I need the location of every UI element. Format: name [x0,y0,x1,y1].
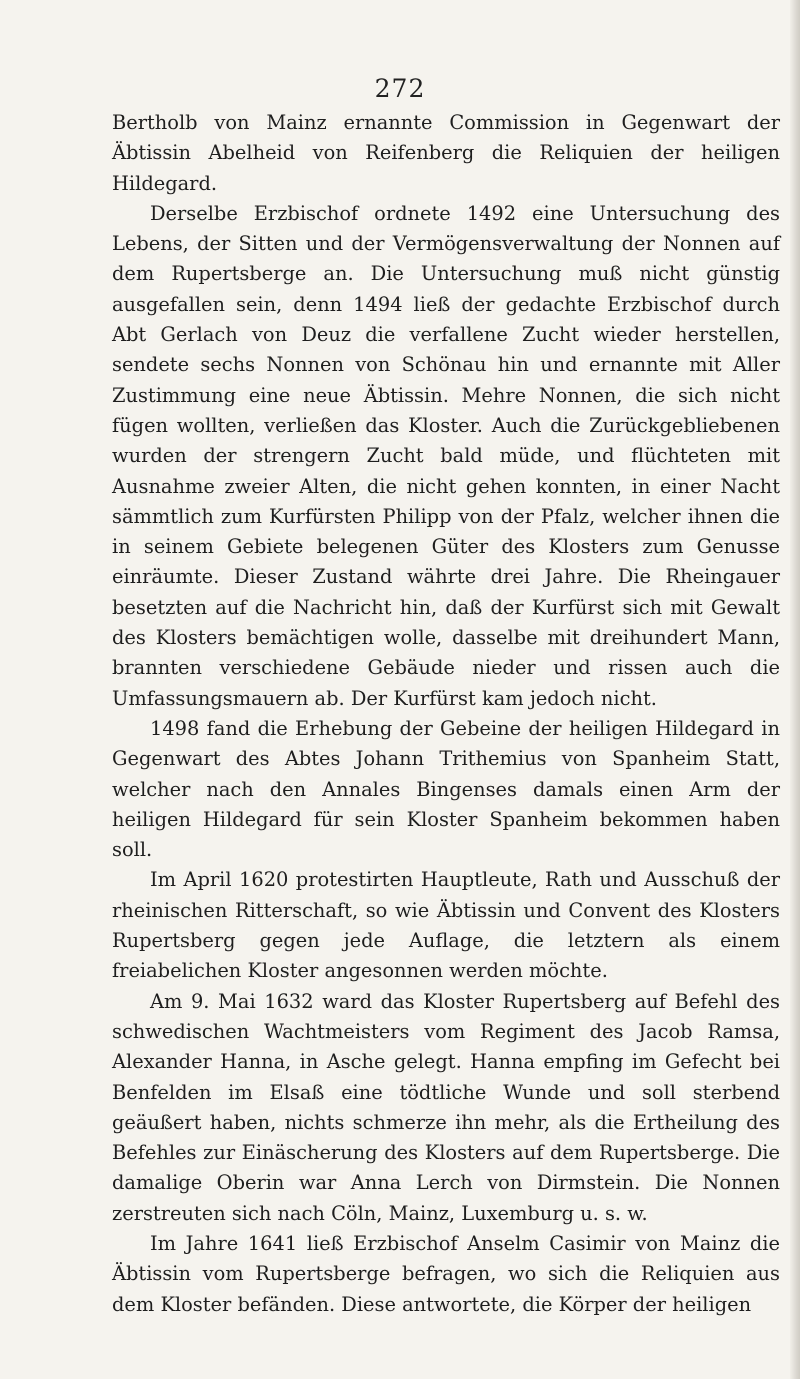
paragraph-3: 1498 fand die Erhebung der Gebeine der heiligen Hildegard in Gegenwart des Abtes Johann Trithemius von Spanheim Statt, welcher nach den Annales Bingenses damals einen Arm der heiligen Hildegard für sein Kloster Spanheim bekommen haben soll. [112,716,780,862]
paragraph-5: Am 9. Mai 1632 ward das Kloster Rupertsberg auf Befehl des schwedischen Wachtmeisters vom Regiment des Jacob Ramsa, Alexander Hanna, in Asche gelegt. Hanna empfing im Gefecht bei Benfelden im Elsaß eine tödtliche Wunde und soll sterbend geäußert haben, nichts schmerze ihn mehr, als die Ertheilung des Befehles zur Einäscherung des Klosters auf dem Rupertsberge. Die damalige Oberin war Anna Lerch von Dirmstein. Die Nonnen zerstreuten sich nach Cöln, Mainz, Luxemburg u. s. w. [112,989,780,1225]
paragraph-4: Im April 1620 protestirten Hauptleute, Rath und Ausschuß der rheinischen Ritterschaft, so wie Äbtissin und Convent des Klosters Rupertsberg gegen jede Auflage, die letztern als einem freiabelichen Kloster angesonnen werden möchte. [112,868,780,983]
page-edge-shadow [790,0,800,1379]
paragraph-6: Im Jahre 1641 ließ Erzbischof Anselm Casimir von Mainz die Äbtissin vom Rupertsberge befragen, wo sich die Reliquien aus dem Kloster befänden. Diese antwortete, die Körper der heiligen [112,1231,780,1316]
paragraph-2: Derselbe Erzbischof ordnete 1492 eine Untersuchung des Lebens, der Sitten und der Vermögensverwaltung der Nonnen auf dem Rupertsberge an. Die Untersuchung muß nicht günstig ausgefallen sein, denn 1494 ließ der gedachte Erzbischof durch Abt Gerlach von Deuz die verfallene Zucht wieder herstellen, sendete sechs Nonnen von Schönau hin und ernannte mit Aller Zustimmung eine neue Äbtissin. Mehre Nonnen, die sich nicht fügen wollten, verließen das Kloster. Auch die Zurückgebliebenen wurden der strengern Zucht bald müde, und flüchteten mit Ausnahme zweier Alten, die nicht gehen konnten, in einer Nacht sämmtlich zum Kurfürsten Philipp von der Pfalz, welcher ihnen die in seinem Gebiete belegenen Güter des Klosters zum Genusse einräumte. Dieser Zustand währte drei Jahre. Die Rheingauer besetzten auf die Nachricht hin, daß der Kurfürst sich mit Gewalt des Klosters bemächtigen wolle, dasselbe mit dreihundert Mann, brannten verschiedene Gebäude nieder und rissen auch die Umfassungsmauern ab. Der Kurfürst kam jedoch nicht. [112,201,780,710]
body-text [112,108,780,1320]
page-number: 272 [374,74,426,103]
paragraph-1: Bertholb von Mainz ernannte Commission in Gegenwart der Äbtissin Abelheid von Reifenberg die Reliquien der heiligen Hildegard. [112,111,780,195]
